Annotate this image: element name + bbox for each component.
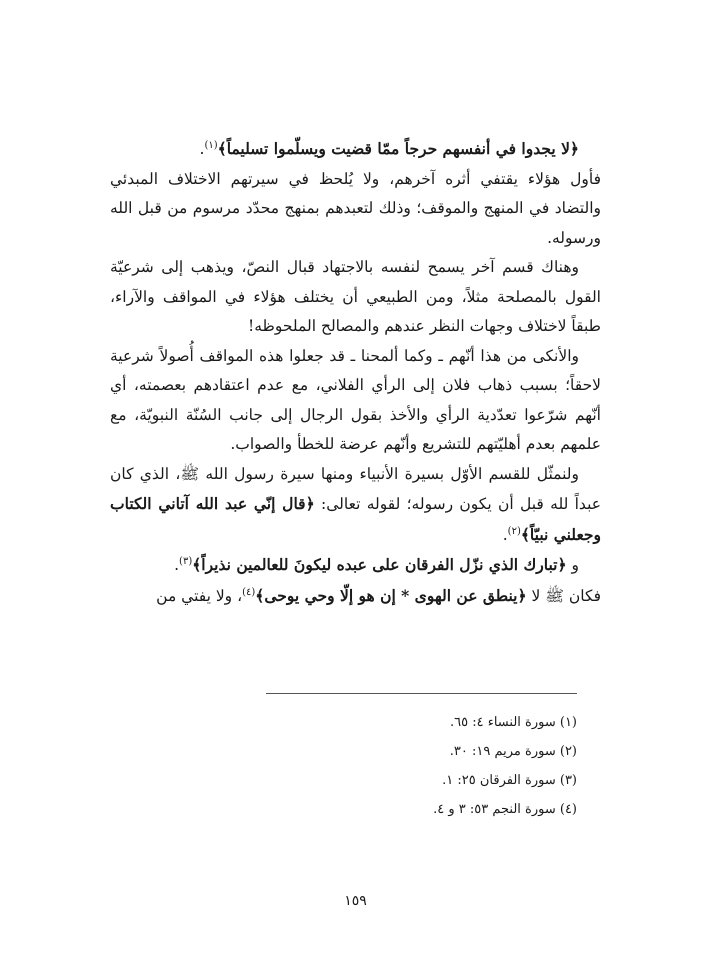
paragraph-5 bbox=[110, 460, 601, 551]
paragraph-2: فأول هؤلاء يقتفي أثره آخرهم، ولا يُلحظ في سيرتهم الاختلاف المبدئي والتضاد في المنهج والموقف؛ وذلك لتعبدهم بمنهج محدّد مرسوم من قبل الله ورسوله. bbox=[110, 169, 601, 247]
footnote-ref: (٢) bbox=[507, 525, 521, 537]
quran-verse: ﴿ينطق عن الهوى * إن هو إلّا وحي يوحى﴾ bbox=[255, 585, 527, 605]
footnote-3: (٣) سورة الفرقان ٢٥: ١. bbox=[442, 773, 577, 788]
footnote-2: (٢) سورة مريم ١٩: ٣٠. bbox=[449, 744, 577, 759]
punctuation: . bbox=[174, 556, 180, 574]
page-number: ١٥٩ bbox=[344, 893, 367, 909]
footnote-1: (١) سورة النساء ٤: ٦٥. bbox=[449, 715, 577, 730]
paragraph-6-prefix: و bbox=[571, 556, 579, 574]
footnote-4: (٤) سورة النجم ٥٣: ٣ و ٤. bbox=[433, 802, 577, 817]
punctuation: . bbox=[502, 525, 508, 544]
paragraph-7 bbox=[110, 581, 601, 612]
paragraph-7-prefix: فكان ﷺ لا bbox=[531, 586, 601, 605]
quran-verse: ﴿تبارك الذي نزّل الفرقان على عبده ليكونَ للعالمين نذيراً﴾ bbox=[192, 555, 567, 574]
main-text bbox=[110, 134, 601, 611]
footnote-separator bbox=[266, 693, 577, 694]
footnote-ref: (١) bbox=[204, 139, 218, 151]
paragraph-3: وهناك قسم آخر يسمح لنفسه بالاجتهاد قبال النصّ، ويذهب إلى شرعيّة القول بالمصلحة مثلاً، ومن الطبيعي أن يختلف هؤلاء في المواقف والآراء، طبقاً لاختلاف وجهات النظر عندهم والمصالح الملحوظه! bbox=[110, 258, 601, 335]
paragraph-quran-quote-1 bbox=[110, 134, 601, 165]
quran-verse: ﴿قال إنّي عبد الله آتاني الكتاب وجعلني نبيّاً﴾ bbox=[110, 494, 601, 544]
quran-verse: ﴿لا يجدوا في أنفسهم حرجاً ممّا قضيت ويسلّموا تسليماً﴾ bbox=[217, 139, 579, 158]
paragraph-6 bbox=[110, 550, 601, 581]
footnote-ref: (٣) bbox=[179, 555, 193, 567]
paragraph-5-text: ولنمثّل للقسم الأوّل بسيرة الأنبياء ومنها سيرة رسول الله ﷺ، الذي كان عبداً لله قبل أن يكون رسوله؛ لقوله تعالى: bbox=[110, 464, 601, 513]
paragraph-7-continuation: ، ولا يفتي من bbox=[156, 586, 243, 605]
paragraph-4: والأنكى من هذا أنّهم ـ وكما ألمحنا ـ قد جعلوا هذه المواقف أُصولاً شرعية لاحقاً؛ بسبب ذهاب فلان إلى الرأي الفلاني، مع عدم اعتقادهم بعصمته، أي أنّهم شرّعوا تعدّدية الرأي والأخذ بقول الرجال إلى جانب السُنّة النبويّة، مع علمهم بعدم أهليّتهم للتشريع وأنّهم عرضة للخطأ والصواب. bbox=[110, 346, 601, 453]
footnotes bbox=[266, 708, 577, 824]
punctuation: . bbox=[199, 140, 205, 158]
footnote-ref: (٤) bbox=[242, 586, 256, 598]
